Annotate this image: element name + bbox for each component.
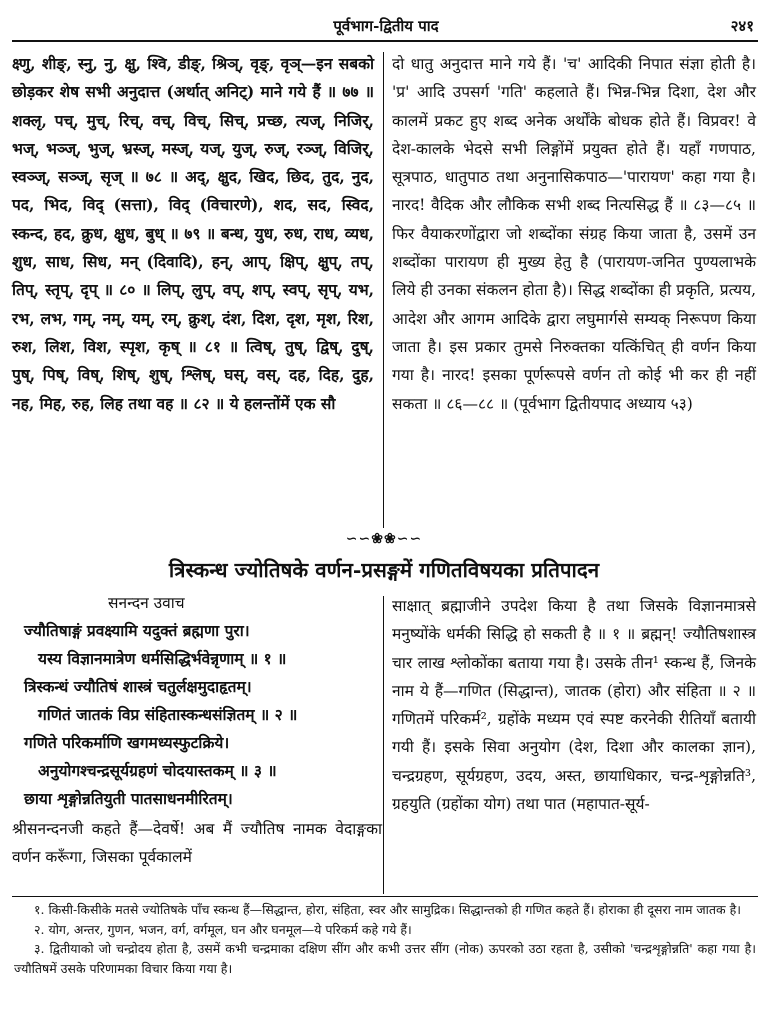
chapter-title: त्रिस्कन्ध ज्योतिषके वर्णन-प्रसङ्गमें गणितविषयका प्रतिपादन (168, 558, 600, 582)
verse-line: अनुयोगश्चन्द्रसूर्यग्रहणं चोदयास्तकम् ॥ ३ ॥ (38, 761, 277, 780)
footnotes (14, 900, 756, 978)
verse-line: यस्य विज्ञानमात्रेण धर्मसिद्धिर्भवेन्नृणाम् ॥ १ ॥ (38, 649, 287, 668)
footnote-3: ३. द्वितीयाको जो चन्द्रोदय होता है, उसमें कभी चन्द्रमाका दक्षिण सींग और कभी उत्तर सींग (नोक) ऊपरको उठा रहता है, उसीको 'चन्द्रशृङ्गोन्नति' कहा गया है। ज्यौतिषमें उसके परिणामका विचार किया गया है। (14, 941, 756, 976)
verse-line: त्रिस्कन्धं ज्यौतिषं शास्त्रं चतुर्लक्षमुदाहृतम्। (24, 677, 252, 696)
nirukta-text-column (392, 50, 756, 418)
running-title: पूर्वभाग-द्वितीय पाद (333, 17, 439, 35)
translation-start: श्रीसनन्दनजी कहते हैं—देवर्षे! अब मैं ज्यौतिष नामक वेदाङ्गका वर्णन करूँगा, जिसका पूर्वकालमें (12, 820, 382, 866)
dhatu-list-column (12, 50, 374, 418)
verse-column (12, 590, 382, 871)
running-header (18, 14, 754, 40)
speaker-line: सनन्दन उवाच (108, 594, 185, 612)
translation-paragraph: साक्षात् ब्रह्माजीने उपदेश किया है तथा जिसके विज्ञानमात्रसे मनुष्योंके धर्मकी सिद्धि हो सकती है ॥ १ ॥ ब्रह्मन्! ज्यौतिषशास्त्र चार लाख श्लोकोंका बताया गया है। उसके तीन¹ स्कन्ध हैं, जिनके नाम ये हैं—गणित (सिद्धान्त), जातक (होरा) और संहिता ॥ २ ॥ गणितमें परिकर्म², ग्रहोंके मध्यम एवं स्पष्ट करनेकी रीतियाँ बतायी गयी हैं। इसके सिवा अनुयोग (देश, दिशा और कालका ज्ञान), चन्द्रग्रहण, सूर्यग्रहण, उदय, अस्त, छायाधिकार, चन्द्र-शृङ्गोन्नति³, ग्रहयुति (ग्रहोंका योग) तथा पात (महापात-सूर्य- (392, 597, 756, 814)
column-divider-upper (383, 52, 384, 528)
dhatu-list-text: क्ष्णु, शीङ्, स्नु, नु, क्षु, श्वि, डीङ्, श्रिञ्, वृङ्, वृञ्—इन सबको छोड़कर शेष सभी अनुदात्त (अर्थात् अनिट्) माने गये हैं ॥ ७७ ॥ शक्लृ, पच्, मुच्, रिच्, वच्, विच्, सिच्, प्रच्छ, त्यज्, निजिर्, भज्, भञ्ज्, भुज्, भ्रस्ज्, मस्ज्, यज्, युज्, रुज्, रञ्ज्, विजिर्, स्वञ्ज्, सञ्ज्, सृज् ॥ ७८ ॥ अद्, क्षुद, खिद, छिद, तुद, नुद, पद, भिद, विद् (सत्ता), विद् (विचारणे), शद, सद, स्विद, स्कन्द, हद, क्रुध, क्षुध, बुध् ॥ ७९ ॥ बन्ध, युध, रुध, राध, व्यध, शुध, साध, सिध, मन् (दिवादि), हन्, आप्, क्षिप्, क्षुप्, तप्, तिप्, स्तृप्, दृप् ॥ ८० ॥ लिप्, लुप्, वप्, शप्, स्वप्, सृप्, यभ, रभ, लभ, गम्, नम्, यम्, रम्, क्रुश्, दंश, दिश, दृश, मृश, रिश, रुश, लिश, विश, स्पृश, कृष् ॥ ८१ ॥ त्विष्, तुष्, द्विष्, दुष्, पुष्, पिष्, विष्, शिष्, शुष्, श्लिष्, घस्, वस्, दह, दिह, दुह, नह, मिह, रुह, लिह तथा वह ॥ ८२ ॥ ये हलन्तोंमें एक सौ (12, 54, 374, 413)
column-divider-lower (383, 596, 384, 894)
verse-line: ज्यौतिषाङ्गं प्रवक्ष्यामि यदुक्तं ब्रह्मणा पुरा। (24, 621, 250, 640)
footnote-1: १. किसी-किसीके मतसे ज्योतिषके पाँच स्कन्ध हैं—सिद्धान्त, होरा, संहिता, स्वर और सामुद्रिक। सिद्धान्तको ही गणित कहते हैं। होराका ही दूसरा नाम जातक है। (34, 902, 741, 917)
translation-column (392, 592, 756, 818)
verse-line: गणितं जातकं विप्र संहितास्कन्धसंज्ञितम् ॥ २ ॥ (38, 705, 298, 724)
nirukta-paragraph: दो धातु अनुदात्त माने गये हैं। 'च' आदिकी निपात संज्ञा होती है। 'प्र' आदि उपसर्ग 'गति' कहलाते हैं। भिन्न-भिन्न दिशा, देश और कालमें प्रकट हुए शब्द अनेक अर्थोंके बोधक होते हैं। विप्रवर! वे देश-कालके भेदसे सभी लिङ्गोंमें प्रयुक्त होते हैं। यहाँ गणपाठ, सूत्रपाठ, धातुपाठ तथा अनुनासिकपाठ—'पारायण' कहा गया है। नारद! वैदिक और लौकिक सभी शब्द नित्यसिद्ध हैं ॥ ८३—८५ ॥ फिर वैयाकरणोंद्वारा जो शब्दोंका संग्रह किया जाता है, उसमें उन शब्दोंका पारायण ही मुख्य हेतु है (पारायण-जनित पुण्यलाभके लिये ही उनका संकलन होता है)। सिद्ध शब्दोंका ही प्रकृति, प्रत्यय, आदेश और आगम आदिके द्वारा लघुमार्गसे सम्यक् निरूपण किया जाता है। इस प्रकार तुमसे निरुक्तका यत्किंचित् ही वर्णन किया गया है। नारद! इसका पूर्णरूपसे वर्णन तो कोई भी कर ही नहीं सकता ॥ ८६—८८ ॥ (पूर्वभाग द्वितीयपाद अध्याय ५३) (392, 55, 756, 413)
section-ornament: ∽∽❀❀∽∽ (345, 531, 423, 547)
verse-line: छाया शृङ्गोन्नतियुती पातसाधनमीरितम्। (24, 789, 233, 808)
footnote-2: २. योग, अन्तर, गुणन, भजन, वर्ग, वर्गमूल, घन और घनमूल—ये परिकर्म कहे गये हैं। (34, 921, 412, 937)
verse-line: गणिते परिकर्माणि खगमध्यस्फुटक्रिये। (24, 733, 230, 752)
footnote-rule (12, 896, 758, 897)
page-number: २४१ (730, 17, 754, 35)
header-rule (12, 40, 758, 42)
